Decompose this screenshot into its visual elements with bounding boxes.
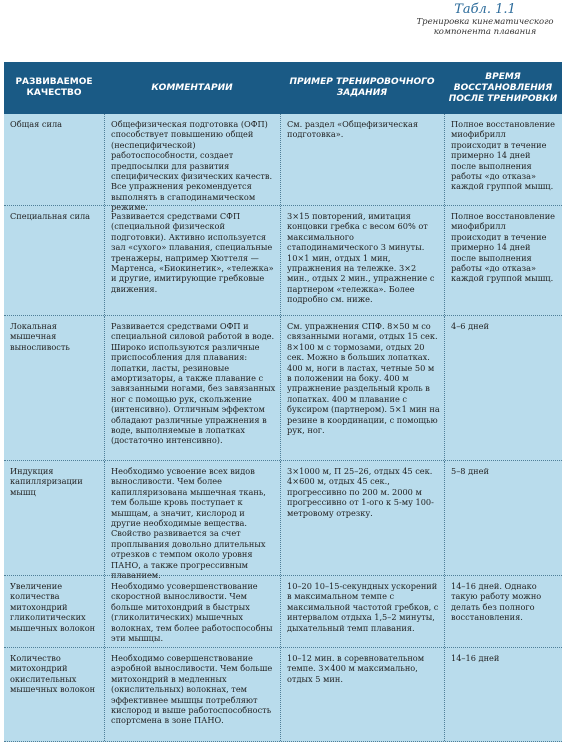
quality-cell: Индукция капилляризации мышц [10, 466, 83, 497]
recovery-cell: 4–6 дней [444, 316, 562, 460]
example-cell: 10–12 мин. в соревновательном темпе. 3×400 м максимально, отдых 5 мин. [280, 648, 444, 741]
table-subtitle: Тренировка кинематического компонента плавания [416, 17, 554, 37]
quality-cell: Увеличение количества митохондрий гликолитических мышечных волокон [10, 581, 96, 633]
comment-cell: Необходимо усовершенствование скоростной выносливости. Чем больше митохондрий в быстрых (гликолитических) мышечных волокнах, тем более работоспособны эти мышцы. [104, 576, 280, 647]
comment-cell: Общефизическая подготовка (ОФП) способствует повышению общей (неспецифической) работоспособности, создает предпосылки для развития специфических физических качеств. Все упражнения рекомендуется выполнять в сгаподинамическом режиме. [104, 114, 280, 205]
quality-cell: Специальная сила [10, 211, 91, 221]
comment-cell: Развивается средствами СФП (специальной физической подготовки). Активно используется зал «сухого» плавания, специальные тренажеры, например Хюттеля — Мартенса, «Биокинетик», «тележка» и другие, имитирующие гребковые движения. [104, 206, 280, 315]
table-number: Табл. 1.1 [454, 2, 516, 17]
table-row [4, 114, 562, 213]
comment-cell: Необходимо усвоение всех видов выносливости. Чем более капилляризована мышечная ткань, тем больше кровь поступает к мышцам, а значит, кислород и другие необходимые вещества. Свойство развивается за счет проплывания довольно длительных отрезков с темпом около уровня ПАНО, а также прогрессивным плаванием. [104, 461, 280, 575]
example-cell: 10–20 10–15-секундных ускорений в максимальном темпе с максимальной частотой гребков, с интервалом отдыха 1,5–2 минуты, дыхательный темп плавания. [280, 576, 444, 647]
table-row [4, 576, 562, 648]
table-row [4, 461, 562, 581]
table-header [4, 62, 562, 114]
quality-cell: Общая сила [10, 119, 63, 129]
quality-cell: Локальная мышечная выносливость [10, 321, 70, 352]
comment-cell: Развивается средствами ОФП и специальной силовой работой в воде. Широко используются различные приспособления для плавания: лопатки, ласты, резиновые амортизаторы, а также плавание с завязанными ногами, без завязанных ног с помощью рук, скольжение (интенсивно). Отличным эффектом обладают различные упражнения в воде, выполняемые в лопатках (достаточно интенсивно). [104, 316, 280, 460]
recovery-cell: Полное восстановление миофибрилл происходит в течение примерно 14 дней после выполнения работы «до отказа» каждой группой мышц. [444, 206, 562, 315]
recovery-cell: 14–16 дней [444, 648, 562, 741]
example-cell: 3×15 повторений, имитация концовки гребка с весом 60% от максимального стаподинамического 3 минуты. 10×1 мин, отдых 1 мин, упражнения на тележке. 3×2 мин., отдых 2 мин., упражнение с партнером «тележка». Более подробно см. ниже. [280, 206, 444, 315]
header-recovery: ВРЕМЯ ВОССТАНОВЛЕНИЯ ПОСЛЕ ТРЕНИРОВКИ [448, 71, 558, 104]
comment-cell: Необходимо совершенствование аэробной выносливости. Чем больше митохондрий в медленных (окислительных) волокнах, тем эффективнее мышцы потребляют кислород и выше работоспособность спортсмена в зоне ПАНО. [104, 648, 280, 741]
table-row [4, 206, 562, 316]
table-row [4, 648, 562, 742]
table-caption [410, 2, 560, 37]
example-cell: См. раздел «Общефизическая подготовка». [280, 114, 444, 205]
recovery-cell: 5–8 дней [444, 461, 562, 575]
table-row [4, 316, 562, 461]
example-cell: 3×1000 м, П 25–26, отдых 45 сек. 4×600 м, отдых 45 сек., прогрессивно по 200 м. 2000 м прогрессивно от 1-ого к 5-му 100-метровому отрезку. [280, 461, 444, 575]
header-example: ПРИМЕР ТРЕНИРОВОЧНОГО ЗАДАНИЯ [289, 77, 435, 98]
recovery-cell: Полное восстановление миофибрилл происходит в течение примерно 14 дней после выполнения работы «до отказа» каждой группой мышц. [444, 114, 562, 205]
recovery-cell: 14–16 дней. Однако такую работу можно делать без полного восстановления. [444, 576, 562, 647]
header-quality: РАЗВИВАЕМОЕ КАЧЕСТВО [15, 77, 93, 98]
training-table [4, 62, 562, 742]
example-cell: См. упражнения СПФ. 8×50 м со связанными ногами, отдых 15 сек. 8×100 м с тормозами, отдых 20 сек. Можно в больших лопатках. 400 м, ноги в ластах, четные 50 м в положении на боку. 400 м упражнение раздельный кроль в лопатках. 400 м плавание с буксиром (партнером). 5×1 мин на резине в координации, с помощью рук, ног. [280, 316, 444, 460]
header-comments: КОММЕНТАРИИ [151, 82, 233, 93]
quality-cell: Количество митохондрий окислительных мышечных волокон [10, 653, 96, 695]
